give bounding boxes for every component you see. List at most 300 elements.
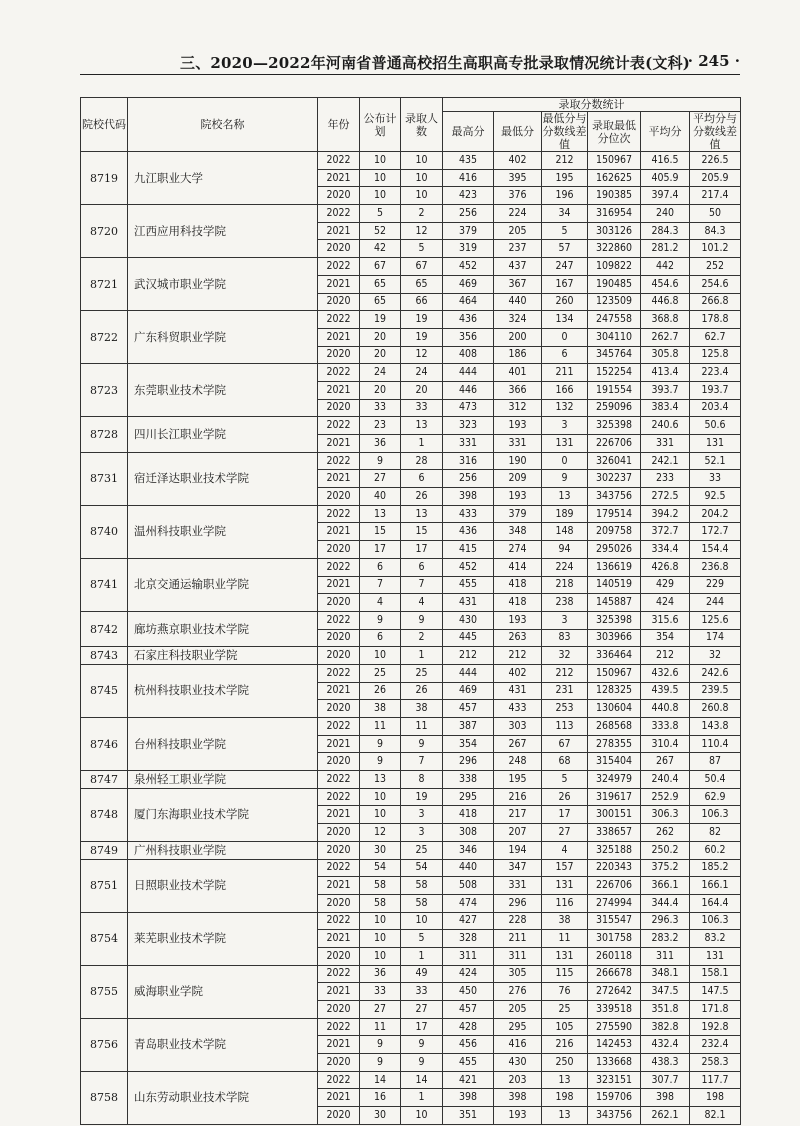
year-cell: 2021 xyxy=(318,930,360,948)
admitted-cell: 65 xyxy=(401,275,443,293)
year-cell: 2022 xyxy=(318,558,360,576)
avg-score-cell: 311 xyxy=(641,947,690,965)
year-cell: 2022 xyxy=(318,505,360,523)
avg-diff-cell: 131 xyxy=(690,947,741,965)
avg-diff-cell: 50.6 xyxy=(690,417,741,435)
avg-diff-cell: 205.9 xyxy=(690,169,741,187)
min-diff-cell: 131 xyxy=(542,877,588,895)
min-rank-cell: 209758 xyxy=(588,523,641,541)
year-cell: 2021 xyxy=(318,735,360,753)
min-rank-cell: 133668 xyxy=(588,1054,641,1072)
plan-cell: 58 xyxy=(360,894,401,912)
avg-score-cell: 315.6 xyxy=(641,611,690,629)
min-diff-cell: 0 xyxy=(542,328,588,346)
admitted-cell: 1 xyxy=(401,647,443,665)
min-rank-cell: 339518 xyxy=(588,1001,641,1019)
admitted-cell: 19 xyxy=(401,311,443,329)
min-rank-cell: 325398 xyxy=(588,417,641,435)
admitted-cell: 1 xyxy=(401,435,443,453)
school-code: 8740 xyxy=(81,505,128,558)
avg-diff-cell: 254.6 xyxy=(690,275,741,293)
avg-score-cell: 262.7 xyxy=(641,328,690,346)
avg-score-cell: 250.2 xyxy=(641,841,690,859)
table-row xyxy=(81,258,741,276)
avg-score-cell: 252.9 xyxy=(641,788,690,806)
plan-cell: 13 xyxy=(360,505,401,523)
min-diff-cell: 13 xyxy=(542,488,588,506)
school-code: 8743 xyxy=(81,647,128,665)
min-score-cell: 347 xyxy=(494,859,542,877)
avg-score-cell: 351.8 xyxy=(641,1001,690,1019)
min-score-cell: 237 xyxy=(494,240,542,258)
plan-cell: 11 xyxy=(360,1018,401,1036)
school-name: 泉州轻工职业学院 xyxy=(128,771,318,789)
min-diff-cell: 253 xyxy=(542,700,588,718)
school-code: 8751 xyxy=(81,859,128,912)
max-score-cell: 440 xyxy=(443,859,494,877)
plan-cell: 14 xyxy=(360,1071,401,1089)
avg-diff-cell: 185.2 xyxy=(690,859,741,877)
max-score-cell: 398 xyxy=(443,488,494,506)
min-diff-cell: 250 xyxy=(542,1054,588,1072)
year-cell: 2020 xyxy=(318,1001,360,1019)
school-code: 8721 xyxy=(81,258,128,311)
min-diff-cell: 198 xyxy=(542,1089,588,1107)
min-score-cell: 195 xyxy=(494,771,542,789)
year-cell: 2020 xyxy=(318,1107,360,1125)
min-score-cell: 303 xyxy=(494,718,542,736)
admitted-cell: 9 xyxy=(401,611,443,629)
min-rank-cell: 260118 xyxy=(588,947,641,965)
table-row xyxy=(81,788,741,806)
avg-diff-cell: 239.5 xyxy=(690,682,741,700)
avg-diff-cell: 62.9 xyxy=(690,788,741,806)
min-diff-cell: 238 xyxy=(542,594,588,612)
avg-score-cell: 240.4 xyxy=(641,771,690,789)
header-avg-diff: 平均分与分数线差值 xyxy=(690,112,741,152)
table-row xyxy=(81,841,741,859)
plan-cell: 23 xyxy=(360,417,401,435)
min-diff-cell: 57 xyxy=(542,240,588,258)
year-cell: 2021 xyxy=(318,169,360,187)
school-code: 8742 xyxy=(81,611,128,646)
plan-cell: 10 xyxy=(360,947,401,965)
admitted-cell: 1 xyxy=(401,947,443,965)
school-name: 山东劳动职业技术学院 xyxy=(128,1071,318,1124)
max-score-cell: 445 xyxy=(443,629,494,647)
avg-diff-cell: 171.8 xyxy=(690,1001,741,1019)
school-code: 8731 xyxy=(81,452,128,505)
admitted-cell: 7 xyxy=(401,576,443,594)
min-score-cell: 295 xyxy=(494,1018,542,1036)
min-score-cell: 207 xyxy=(494,824,542,842)
avg-score-cell: 368.8 xyxy=(641,311,690,329)
max-score-cell: 452 xyxy=(443,258,494,276)
avg-diff-cell: 232.4 xyxy=(690,1036,741,1054)
plan-cell: 17 xyxy=(360,541,401,559)
school-code: 8745 xyxy=(81,664,128,717)
max-score-cell: 256 xyxy=(443,470,494,488)
min-rank-cell: 343756 xyxy=(588,1107,641,1125)
header-min-rank: 录取最低分位次 xyxy=(588,112,641,152)
plan-cell: 7 xyxy=(360,576,401,594)
avg-score-cell: 413.4 xyxy=(641,364,690,382)
avg-diff-cell: 217.4 xyxy=(690,187,741,205)
year-cell: 2021 xyxy=(318,470,360,488)
min-rank-cell: 345764 xyxy=(588,346,641,364)
admitted-cell: 17 xyxy=(401,1018,443,1036)
min-diff-cell: 13 xyxy=(542,1107,588,1125)
min-diff-cell: 212 xyxy=(542,664,588,682)
max-score-cell: 436 xyxy=(443,311,494,329)
admitted-cell: 28 xyxy=(401,452,443,470)
plan-cell: 6 xyxy=(360,629,401,647)
admitted-cell: 25 xyxy=(401,841,443,859)
avg-diff-cell: 125.6 xyxy=(690,611,741,629)
admitted-cell: 19 xyxy=(401,328,443,346)
avg-diff-cell: 193.7 xyxy=(690,381,741,399)
avg-diff-cell: 223.4 xyxy=(690,364,741,382)
school-code: 8754 xyxy=(81,912,128,965)
plan-cell: 9 xyxy=(360,753,401,771)
plan-cell: 5 xyxy=(360,205,401,223)
max-score-cell: 457 xyxy=(443,700,494,718)
min-score-cell: 274 xyxy=(494,541,542,559)
min-rank-cell: 301758 xyxy=(588,930,641,948)
avg-diff-cell: 50 xyxy=(690,205,741,223)
school-name: 石家庄科技职业学院 xyxy=(128,647,318,665)
min-score-cell: 366 xyxy=(494,381,542,399)
header-admitted: 录取人数 xyxy=(401,98,443,152)
min-score-cell: 190 xyxy=(494,452,542,470)
avg-score-cell: 424 xyxy=(641,594,690,612)
year-cell: 2020 xyxy=(318,541,360,559)
max-score-cell: 446 xyxy=(443,381,494,399)
max-score-cell: 346 xyxy=(443,841,494,859)
min-score-cell: 194 xyxy=(494,841,542,859)
plan-cell: 36 xyxy=(360,965,401,983)
avg-diff-cell: 178.8 xyxy=(690,311,741,329)
admitted-cell: 54 xyxy=(401,859,443,877)
avg-score-cell: 281.2 xyxy=(641,240,690,258)
table-row xyxy=(81,417,741,435)
school-name: 威海职业学院 xyxy=(128,965,318,1018)
year-cell: 2022 xyxy=(318,205,360,223)
page-number: · 245 · xyxy=(687,52,740,70)
max-score-cell: 415 xyxy=(443,541,494,559)
min-rank-cell: 123509 xyxy=(588,293,641,311)
max-score-cell: 418 xyxy=(443,806,494,824)
min-rank-cell: 338657 xyxy=(588,824,641,842)
min-rank-cell: 319617 xyxy=(588,788,641,806)
school-code: 8747 xyxy=(81,771,128,789)
avg-score-cell: 432.4 xyxy=(641,1036,690,1054)
admitted-cell: 66 xyxy=(401,293,443,311)
plan-cell: 6 xyxy=(360,558,401,576)
admitted-cell: 24 xyxy=(401,364,443,382)
min-rank-cell: 325398 xyxy=(588,611,641,629)
max-score-cell: 408 xyxy=(443,346,494,364)
min-score-cell: 331 xyxy=(494,435,542,453)
max-score-cell: 416 xyxy=(443,169,494,187)
avg-score-cell: 366.1 xyxy=(641,877,690,895)
table-row xyxy=(81,558,741,576)
school-code: 8756 xyxy=(81,1018,128,1071)
min-diff-cell: 11 xyxy=(542,930,588,948)
admitted-cell: 10 xyxy=(401,912,443,930)
admitted-cell: 49 xyxy=(401,965,443,983)
admitted-cell: 2 xyxy=(401,205,443,223)
plan-cell: 33 xyxy=(360,399,401,417)
avg-score-cell: 240.6 xyxy=(641,417,690,435)
year-cell: 2021 xyxy=(318,576,360,594)
year-cell: 2022 xyxy=(318,965,360,983)
max-score-cell: 379 xyxy=(443,222,494,240)
min-score-cell: 312 xyxy=(494,399,542,417)
year-cell: 2020 xyxy=(318,594,360,612)
avg-score-cell: 442 xyxy=(641,258,690,276)
min-diff-cell: 195 xyxy=(542,169,588,187)
avg-diff-cell: 252 xyxy=(690,258,741,276)
admitted-cell: 15 xyxy=(401,523,443,541)
admitted-cell: 12 xyxy=(401,346,443,364)
min-rank-cell: 274994 xyxy=(588,894,641,912)
min-score-cell: 248 xyxy=(494,753,542,771)
avg-diff-cell: 236.8 xyxy=(690,558,741,576)
min-diff-cell: 0 xyxy=(542,452,588,470)
min-diff-cell: 131 xyxy=(542,435,588,453)
avg-diff-cell: 143.8 xyxy=(690,718,741,736)
year-cell: 2022 xyxy=(318,912,360,930)
admitted-cell: 3 xyxy=(401,806,443,824)
plan-cell: 10 xyxy=(360,806,401,824)
min-diff-cell: 6 xyxy=(542,346,588,364)
min-score-cell: 414 xyxy=(494,558,542,576)
admitted-cell: 2 xyxy=(401,629,443,647)
admitted-cell: 14 xyxy=(401,1071,443,1089)
avg-score-cell: 307.7 xyxy=(641,1071,690,1089)
plan-cell: 30 xyxy=(360,1107,401,1125)
min-rank-cell: 315404 xyxy=(588,753,641,771)
school-code: 8755 xyxy=(81,965,128,1018)
max-score-cell: 444 xyxy=(443,364,494,382)
school-name: 江西应用科技学院 xyxy=(128,205,318,258)
plan-cell: 4 xyxy=(360,594,401,612)
school-code: 8741 xyxy=(81,558,128,611)
min-rank-cell: 303966 xyxy=(588,629,641,647)
avg-score-cell: 348.1 xyxy=(641,965,690,983)
year-cell: 2021 xyxy=(318,328,360,346)
avg-diff-cell: 87 xyxy=(690,753,741,771)
max-score-cell: 474 xyxy=(443,894,494,912)
plan-cell: 38 xyxy=(360,700,401,718)
avg-score-cell: 426.8 xyxy=(641,558,690,576)
min-diff-cell: 212 xyxy=(542,152,588,170)
avg-diff-cell: 164.4 xyxy=(690,894,741,912)
min-score-cell: 224 xyxy=(494,205,542,223)
min-diff-cell: 25 xyxy=(542,1001,588,1019)
avg-diff-cell: 82 xyxy=(690,824,741,842)
max-score-cell: 398 xyxy=(443,1089,494,1107)
year-cell: 2022 xyxy=(318,859,360,877)
avg-diff-cell: 83.2 xyxy=(690,930,741,948)
admitted-cell: 8 xyxy=(401,771,443,789)
plan-cell: 9 xyxy=(360,611,401,629)
min-rank-cell: 190385 xyxy=(588,187,641,205)
min-diff-cell: 260 xyxy=(542,293,588,311)
year-cell: 2022 xyxy=(318,771,360,789)
min-diff-cell: 27 xyxy=(542,824,588,842)
avg-diff-cell: 229 xyxy=(690,576,741,594)
school-code: 8748 xyxy=(81,788,128,841)
year-cell: 2021 xyxy=(318,1036,360,1054)
plan-cell: 9 xyxy=(360,452,401,470)
min-diff-cell: 116 xyxy=(542,894,588,912)
max-score-cell: 212 xyxy=(443,647,494,665)
max-score-cell: 452 xyxy=(443,558,494,576)
avg-diff-cell: 147.5 xyxy=(690,983,741,1001)
avg-score-cell: 383.4 xyxy=(641,399,690,417)
max-score-cell: 431 xyxy=(443,594,494,612)
min-rank-cell: 259096 xyxy=(588,399,641,417)
min-score-cell: 430 xyxy=(494,1054,542,1072)
admitted-cell: 10 xyxy=(401,152,443,170)
max-score-cell: 295 xyxy=(443,788,494,806)
plan-cell: 24 xyxy=(360,364,401,382)
min-diff-cell: 3 xyxy=(542,417,588,435)
min-rank-cell: 226706 xyxy=(588,435,641,453)
min-score-cell: 305 xyxy=(494,965,542,983)
table-row xyxy=(81,205,741,223)
min-rank-cell: 304110 xyxy=(588,328,641,346)
plan-cell: 16 xyxy=(360,1089,401,1107)
avg-score-cell: 310.4 xyxy=(641,735,690,753)
avg-score-cell: 283.2 xyxy=(641,930,690,948)
min-score-cell: 402 xyxy=(494,664,542,682)
min-score-cell: 437 xyxy=(494,258,542,276)
min-rank-cell: 343756 xyxy=(588,488,641,506)
table-row xyxy=(81,859,741,877)
min-rank-cell: 150967 xyxy=(588,664,641,682)
max-score-cell: 450 xyxy=(443,983,494,1001)
min-score-cell: 395 xyxy=(494,169,542,187)
min-score-cell: 324 xyxy=(494,311,542,329)
admitted-cell: 19 xyxy=(401,788,443,806)
avg-score-cell: 333.8 xyxy=(641,718,690,736)
school-name: 四川长江职业学院 xyxy=(128,417,318,452)
min-diff-cell: 13 xyxy=(542,1071,588,1089)
max-score-cell: 427 xyxy=(443,912,494,930)
min-rank-cell: 140519 xyxy=(588,576,641,594)
admitted-cell: 3 xyxy=(401,824,443,842)
min-score-cell: 418 xyxy=(494,576,542,594)
min-diff-cell: 76 xyxy=(542,983,588,1001)
min-diff-cell: 105 xyxy=(542,1018,588,1036)
min-rank-cell: 220343 xyxy=(588,859,641,877)
max-score-cell: 354 xyxy=(443,735,494,753)
table-row xyxy=(81,965,741,983)
min-diff-cell: 224 xyxy=(542,558,588,576)
admitted-cell: 33 xyxy=(401,399,443,417)
avg-diff-cell: 32 xyxy=(690,647,741,665)
min-score-cell: 376 xyxy=(494,187,542,205)
max-score-cell: 436 xyxy=(443,523,494,541)
admitted-cell: 26 xyxy=(401,488,443,506)
min-diff-cell: 17 xyxy=(542,806,588,824)
header-max: 最高分 xyxy=(443,112,494,152)
table-row xyxy=(81,912,741,930)
min-score-cell: 331 xyxy=(494,877,542,895)
year-cell: 2020 xyxy=(318,293,360,311)
min-diff-cell: 5 xyxy=(542,771,588,789)
min-diff-cell: 4 xyxy=(542,841,588,859)
min-rank-cell: 316954 xyxy=(588,205,641,223)
min-rank-cell: 152254 xyxy=(588,364,641,382)
avg-score-cell: 440.8 xyxy=(641,700,690,718)
plan-cell: 9 xyxy=(360,735,401,753)
year-cell: 2022 xyxy=(318,417,360,435)
min-score-cell: 212 xyxy=(494,647,542,665)
min-score-cell: 367 xyxy=(494,275,542,293)
avg-diff-cell: 242.6 xyxy=(690,664,741,682)
year-cell: 2022 xyxy=(318,718,360,736)
min-score-cell: 348 xyxy=(494,523,542,541)
avg-diff-cell: 172.7 xyxy=(690,523,741,541)
avg-diff-cell: 82.1 xyxy=(690,1107,741,1125)
min-score-cell: 193 xyxy=(494,488,542,506)
avg-diff-cell: 198 xyxy=(690,1089,741,1107)
avg-score-cell: 432.6 xyxy=(641,664,690,682)
year-cell: 2020 xyxy=(318,488,360,506)
avg-score-cell: 272.5 xyxy=(641,488,690,506)
avg-diff-cell: 62.7 xyxy=(690,328,741,346)
max-score-cell: 444 xyxy=(443,664,494,682)
min-rank-cell: 142453 xyxy=(588,1036,641,1054)
avg-score-cell: 398 xyxy=(641,1089,690,1107)
min-score-cell: 440 xyxy=(494,293,542,311)
min-diff-cell: 68 xyxy=(542,753,588,771)
year-cell: 2020 xyxy=(318,647,360,665)
plan-cell: 20 xyxy=(360,346,401,364)
avg-score-cell: 429 xyxy=(641,576,690,594)
min-diff-cell: 211 xyxy=(542,364,588,382)
min-score-cell: 217 xyxy=(494,806,542,824)
plan-cell: 25 xyxy=(360,664,401,682)
school-code: 8746 xyxy=(81,718,128,771)
plan-cell: 33 xyxy=(360,983,401,1001)
year-cell: 2022 xyxy=(318,1071,360,1089)
plan-cell: 36 xyxy=(360,435,401,453)
plan-cell: 10 xyxy=(360,187,401,205)
school-name: 廊坊燕京职业技术学院 xyxy=(128,611,318,646)
min-score-cell: 211 xyxy=(494,930,542,948)
min-diff-cell: 167 xyxy=(542,275,588,293)
max-score-cell: 308 xyxy=(443,824,494,842)
year-cell: 2021 xyxy=(318,983,360,1001)
min-diff-cell: 115 xyxy=(542,965,588,983)
school-name: 九江职业大学 xyxy=(128,152,318,205)
header-score-group: 录取分数统计 xyxy=(443,98,741,112)
admitted-cell: 5 xyxy=(401,240,443,258)
max-score-cell: 316 xyxy=(443,452,494,470)
plan-cell: 10 xyxy=(360,930,401,948)
max-score-cell: 323 xyxy=(443,417,494,435)
min-diff-cell: 134 xyxy=(542,311,588,329)
avg-diff-cell: 106.3 xyxy=(690,806,741,824)
min-rank-cell: 179514 xyxy=(588,505,641,523)
min-rank-cell: 325188 xyxy=(588,841,641,859)
min-diff-cell: 131 xyxy=(542,947,588,965)
